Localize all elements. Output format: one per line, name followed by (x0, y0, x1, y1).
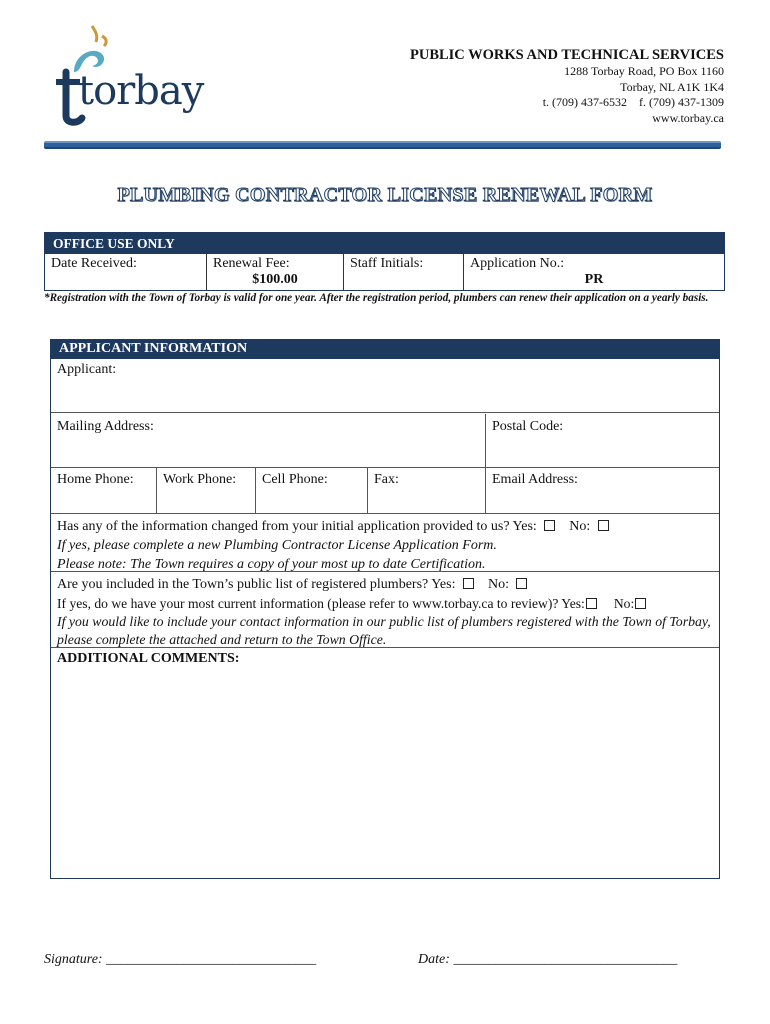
date-received-field[interactable] (45, 254, 207, 290)
home-phone-label: Home Phone: (57, 472, 134, 487)
certification-note: Please note: The Town requires a copy of your most up to date Certification. (57, 557, 486, 572)
department-header (410, 46, 724, 126)
department-name: PUBLIC WORKS AND TECHNICAL SERVICES (409, 47, 724, 63)
cell-phone-label: Cell Phone: (262, 472, 328, 487)
date-line[interactable]: Date: ________________________________ (418, 952, 678, 967)
website: www.torbay.ca (652, 110, 724, 125)
additional-comments-area[interactable] (51, 670, 719, 870)
renewal-fee-value: $100.00 (252, 272, 298, 287)
email-address-field[interactable] (486, 468, 719, 513)
public-list-question (51, 572, 719, 648)
public-list-yes-checkbox[interactable] (463, 578, 474, 589)
renewal-fee-label: Renewal Fee: (213, 256, 290, 271)
fax-field[interactable] (368, 468, 486, 513)
signature-line[interactable]: Signature: ______________________________ (44, 952, 317, 967)
mailing-address-label: Mailing Address: (57, 419, 154, 434)
info-changed-yes-checkbox[interactable] (544, 520, 555, 531)
email-address-label: Email Address: (492, 472, 578, 487)
applicant-section (50, 339, 720, 879)
mailing-address-field[interactable] (51, 414, 486, 467)
form-title: PLUMBING CONTRACTOR LICENSE RENEWAL FORM (117, 184, 653, 206)
office-use-band: OFFICE USE ONLY (45, 233, 724, 254)
application-no-label: Application No.: (470, 256, 565, 271)
info-changed-question (51, 514, 719, 572)
current-info-text: If yes, do we have your most current information (please refer to www.torbay.ca to review)? Yes: (57, 596, 585, 611)
postal-code-field[interactable] (486, 414, 719, 467)
logo-wordmark: torbay (78, 68, 204, 114)
additional-comments-label: ADDITIONAL COMMENTS: (57, 651, 240, 666)
info-changed-instruction: If yes, please complete a new Plumbing Contractor License Application Form. (57, 538, 497, 553)
renewal-fee-field (207, 254, 344, 290)
address-line-1: 1288 Torbay Road, PO Box 1160 (564, 64, 724, 78)
current-info-yes-checkbox[interactable] (586, 598, 597, 609)
staff-initials-field[interactable] (344, 254, 464, 290)
date-received-label: Date Received: (51, 256, 137, 271)
info-changed-no-label: No: (569, 519, 591, 534)
header-divider (44, 141, 721, 149)
current-info-no-label: No: (613, 596, 635, 611)
work-phone-field[interactable] (157, 468, 256, 513)
fax-label: Fax: (374, 472, 399, 487)
address-line-2: Torbay, NL A1K 1K4 (620, 79, 724, 94)
postal-code-label: Postal Code: (492, 419, 564, 434)
torbay-logo (44, 24, 204, 129)
office-use-section (44, 232, 725, 291)
application-no-field[interactable] (464, 254, 724, 290)
info-changed-text: Has any of the information changed from your initial application provided to us? Yes: (57, 519, 537, 534)
cell-phone-field[interactable] (256, 468, 368, 513)
info-changed-no-checkbox[interactable] (598, 520, 609, 531)
applicant-field[interactable] (51, 359, 719, 412)
work-phone-label: Work Phone: (163, 472, 237, 487)
applicant-label: Applicant: (57, 362, 117, 377)
registration-note: *Registration with the Town of Torbay is valid for one year. After the registration period, plumbers can renew their application on a yearly basis. (44, 292, 709, 304)
public-list-no-checkbox[interactable] (516, 578, 527, 589)
public-list-no-label: No: (487, 577, 509, 592)
phone-fax: t. (709) 437-6532 f. (709) 437-1309 (542, 95, 724, 109)
public-list-instruction: If you would like to include your contact information in our public list of plumbers registered with the Town of Torbay, please complete the attached and return to the Town Office. (57, 614, 711, 647)
application-no-value: PR (584, 272, 604, 287)
home-phone-field[interactable] (51, 468, 157, 513)
current-info-no-checkbox[interactable] (635, 598, 646, 609)
applicant-band: APPLICANT INFORMATION (51, 340, 719, 359)
staff-initials-label: Staff Initials: (350, 256, 424, 271)
public-list-text: Are you included in the Town’s public list of registered plumbers? Yes: (57, 577, 456, 592)
